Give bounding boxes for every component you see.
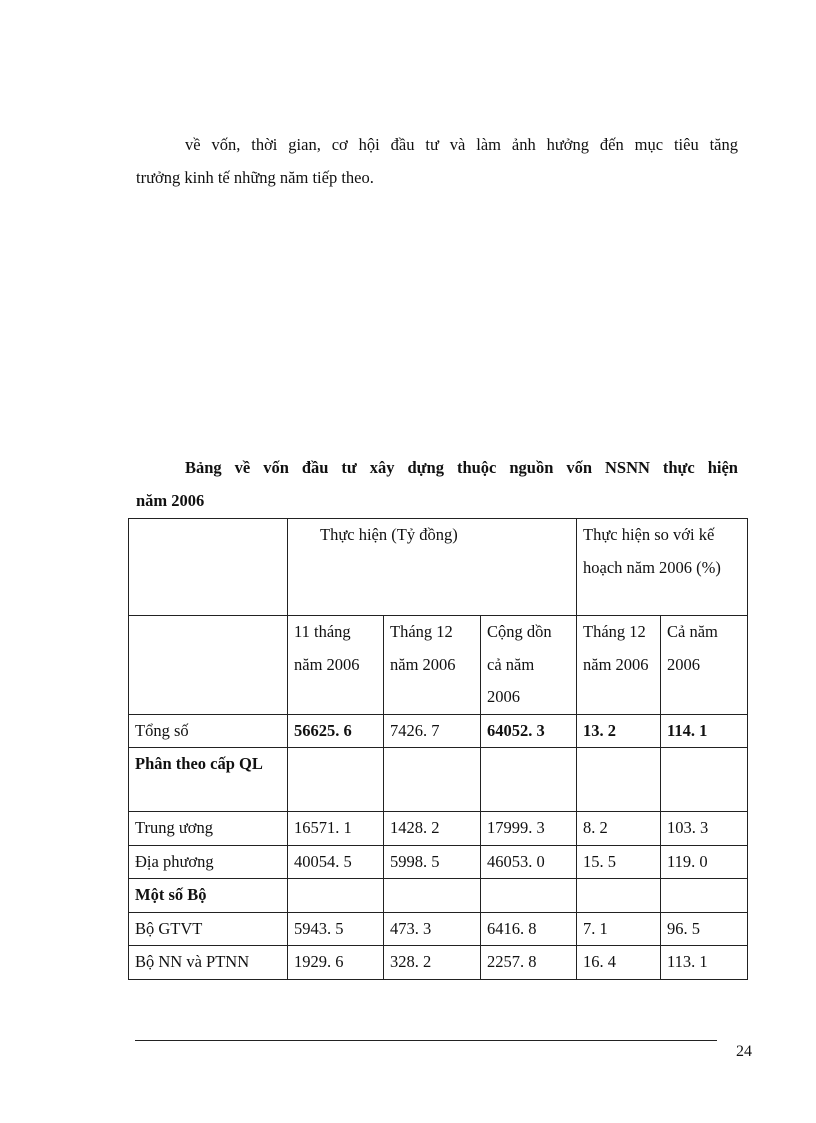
empty-cell [481, 879, 577, 913]
cell-month-12: 5998. 5 [384, 845, 481, 879]
cell-11-months: 1929. 6 [288, 946, 384, 980]
header-11-months: 11 tháng năm 2006 [288, 616, 384, 715]
body-paragraph-line-1: về vốn, thời gian, cơ hội đầu tư và làm ảnh hưởng đến mục tiêu tăng [185, 135, 738, 154]
table-row [129, 845, 748, 879]
empty-cell [577, 748, 661, 812]
table-row-total [129, 714, 748, 748]
header-realized: Thực hiện (Tỷ đồng) [288, 519, 577, 616]
table-row [129, 946, 748, 980]
header-plan-full-year: Cả năm 2006 [661, 616, 748, 715]
row-label: Bộ NN và PTNN [129, 946, 288, 980]
cell-cumulative: 17999. 3 [481, 812, 577, 846]
cell-11-months: 16571. 1 [288, 812, 384, 846]
table-header-row-1 [129, 519, 748, 616]
cell-plan-full-year: 113. 1 [661, 946, 748, 980]
cell-month-12: 328. 2 [384, 946, 481, 980]
cell-plan-month-12: 15. 5 [577, 845, 661, 879]
cell-month-12: 473. 3 [384, 912, 481, 946]
cell-11-months: 56625. 6 [288, 714, 384, 748]
footer-divider [135, 1040, 717, 1041]
header-empty-cell [129, 616, 288, 715]
section-label: Một số Bộ [129, 879, 288, 913]
page-number: 24 [736, 1043, 752, 1060]
row-label: Trung ương [129, 812, 288, 846]
header-cumulative: Cộng dồn cả năm 2006 [481, 616, 577, 715]
cell-cumulative: 46053. 0 [481, 845, 577, 879]
table-row [129, 912, 748, 946]
table-caption-line-1: Bảng về vốn đầu tư xây dựng thuộc nguồn vốn NSNN thực hiện [185, 458, 738, 477]
cell-plan-month-12: 13. 2 [577, 714, 661, 748]
empty-cell [384, 748, 481, 812]
empty-cell [481, 748, 577, 812]
empty-cell [661, 879, 748, 913]
cell-plan-full-year: 96. 5 [661, 912, 748, 946]
cell-plan-full-year: 103. 3 [661, 812, 748, 846]
cell-11-months: 5943. 5 [288, 912, 384, 946]
empty-cell [288, 748, 384, 812]
table-row-section [129, 748, 748, 812]
header-plan-month-12: Tháng 12 năm 2006 [577, 616, 661, 715]
empty-cell [661, 748, 748, 812]
header-empty-cell [129, 519, 288, 616]
row-label: Địa phương [129, 845, 288, 879]
cell-11-months: 40054. 5 [288, 845, 384, 879]
cell-plan-month-12: 8. 2 [577, 812, 661, 846]
header-vs-plan: Thực hiện so với kế hoạch năm 2006 (%) [577, 519, 748, 616]
empty-cell [384, 879, 481, 913]
table-row [129, 812, 748, 846]
row-label: Bộ GTVT [129, 912, 288, 946]
table-row-section [129, 879, 748, 913]
cell-plan-full-year: 114. 1 [661, 714, 748, 748]
table-caption-line-2: năm 2006 [136, 491, 205, 510]
cell-plan-full-year: 119. 0 [661, 845, 748, 879]
investment-table [128, 518, 748, 980]
cell-cumulative: 64052. 3 [481, 714, 577, 748]
cell-month-12: 1428. 2 [384, 812, 481, 846]
cell-month-12: 7426. 7 [384, 714, 481, 748]
table-header-row-2 [129, 616, 748, 715]
row-label: Tổng số [129, 714, 288, 748]
header-month-12: Tháng 12 năm 2006 [384, 616, 481, 715]
empty-cell [288, 879, 384, 913]
body-paragraph-line-2: trưởng kinh tế những năm tiếp theo. [136, 168, 374, 187]
section-label: Phân theo cấp QL [129, 748, 288, 812]
cell-plan-month-12: 16. 4 [577, 946, 661, 980]
cell-plan-month-12: 7. 1 [577, 912, 661, 946]
cell-cumulative: 6416. 8 [481, 912, 577, 946]
cell-cumulative: 2257. 8 [481, 946, 577, 980]
empty-cell [577, 879, 661, 913]
